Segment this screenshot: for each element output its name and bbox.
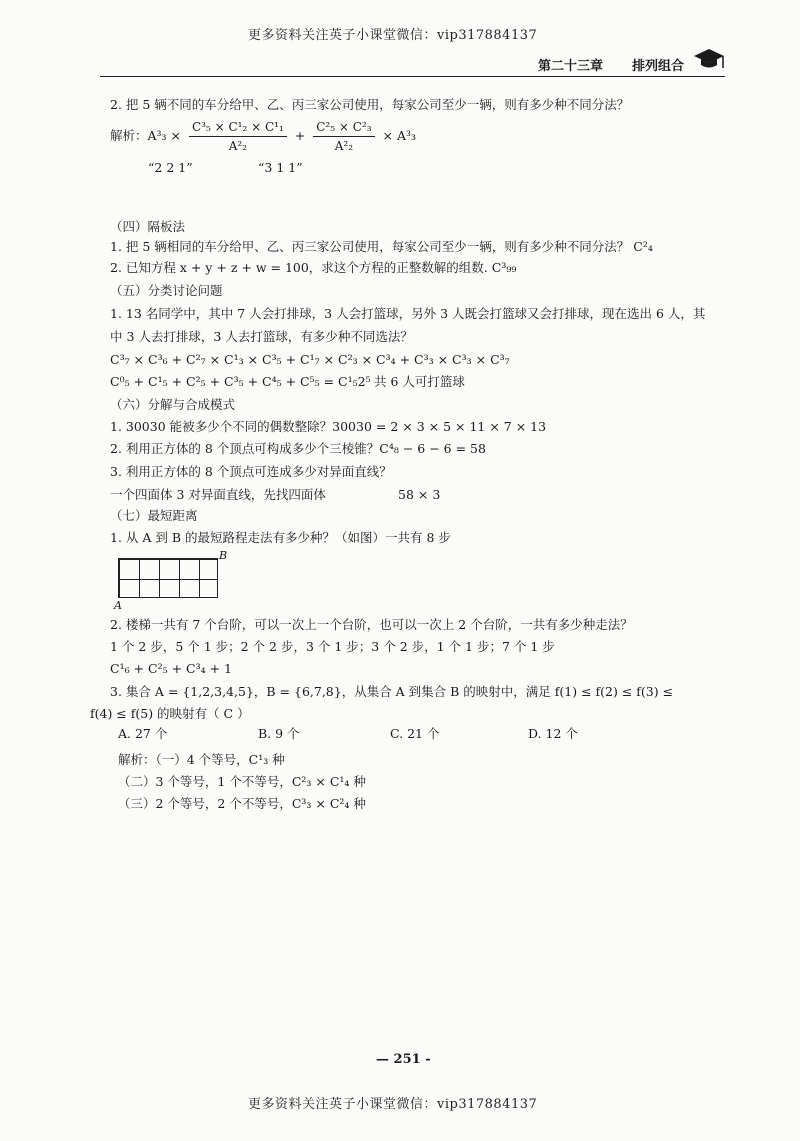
q2-note2: “3 1 1”	[258, 160, 303, 175]
q2-frac1	[189, 119, 287, 154]
q2-label: 解析：	[110, 128, 148, 143]
watermark-bottom: 更多资料关注英子小课堂微信：vip317884137	[248, 1097, 538, 1112]
s7-line2: 2. 楼梯一共有 7 个台阶，可以一次上一个台阶，也可以一次上 2 个台阶，一共有多少种走法？	[110, 617, 633, 632]
s6-line3: 3. 利用正方体的 8 个顶点可连成多少对异面直线？	[110, 464, 392, 479]
s5-line4b: 共 6 人可打篮球	[374, 374, 465, 389]
option-b: B. 9 个	[258, 726, 300, 741]
s4-line1: 1. 把 5 辆相同的车分给甲、乙、丙三家公司使用，每家公司至少一辆，则有多少种不同分法？ C²₄	[110, 239, 653, 254]
s5-line2: 中 3 人去打排球，3 人去打篮球，有多少种不同选法？	[110, 329, 413, 344]
q2-frac1-den: A²₂	[228, 139, 248, 153]
s7-heading: （七）最短距离	[110, 508, 198, 523]
s7-answer2: （二）3 个等号，1 个不等号，C²₃ × C¹₄ 种	[118, 774, 366, 789]
q2-frac2-num: C²₅ × C²₃	[313, 119, 374, 137]
s7-line6: f(4) ≤ f(5) 的映射有（ C ）	[90, 706, 250, 721]
s4-line2: 2. 已知方程 x + y + z + w = 100，求这个方程的正整数解的组数. C³₉₉	[110, 260, 517, 275]
grid-label-b: B	[219, 549, 228, 562]
s7-line1: 1. 从 A 到 B 的最短路程走法有多少种？（如图）一共有 8 步	[110, 530, 451, 545]
grid-figure	[118, 558, 218, 598]
option-a: A. 27 个	[118, 726, 168, 741]
q2-solution	[110, 119, 416, 154]
q2-question: 2. 把 5 辆不同的车分给甲、乙、丙三家公司使用，每家公司至少一辆，则有多少种不同分法？	[110, 97, 630, 112]
s5-line3: C³₇ × C³₆ + C²₇ × C¹₃ × C³₅ + C¹₇ × C²₃ × C³₄ + C³₃ × C³₃ × C³₇	[110, 352, 510, 367]
watermark-top: 更多资料关注英子小课堂微信：vip317884137	[248, 28, 538, 43]
option-d: D. 12 个	[528, 726, 578, 741]
q2-frac2	[313, 119, 374, 154]
s5-line1: 1. 13 名同学中，其中 7 人会打排球，3 人会打篮球，另外 3 人既会打篮球又会打排球，现在选出 6 人，其	[110, 306, 706, 321]
chapter-title: 排列组合	[632, 59, 685, 74]
s6-line1: 1. 30030 能被多少个不同的偶数整除？30030 = 2 × 3 × 5 × 11 × 7 × 13	[110, 419, 547, 434]
s7-answer1: 解析：（一）4 个等号，C¹₃ 种	[118, 752, 285, 767]
s7-line4: C¹₆ + C²₅ + C³₄ + 1	[110, 661, 232, 676]
s6-heading: （六）分解与合成模式	[110, 397, 236, 412]
s6-line4b: 58 × 3	[398, 487, 441, 502]
s7-line5: 3. 集合 A = {1,2,3,4,5}，B = {6,7,8}，从集合 A 到集合 B 的映射中，满足 f(1) ≤ f(2) ≤ f(3) ≤	[110, 684, 674, 699]
graduation-cap-icon	[692, 46, 726, 72]
q2-a1: A³₃ ×	[147, 128, 182, 143]
s5-line4: C⁰₅ + C¹₅ + C²₅ + C³₅ + C⁴₅ + C⁵₅ = C¹₅2⁵	[110, 374, 371, 389]
s7-line3: 1 个 2 步，5 个 1 步；2 个 2 步，3 个 1 步；3 个 2 步，1 个 1 步；7 个 1 步	[110, 639, 555, 654]
s6-line4: 一个四面体 3 对异面直线，先找四面体	[110, 487, 326, 502]
q2-plus: +	[294, 128, 306, 143]
q2-frac1-num: C³₅ × C¹₂ × C¹₁	[189, 119, 287, 137]
grid-label-a: A	[114, 599, 122, 612]
q2-note1: “2 2 1”	[148, 160, 193, 175]
q2-tail: × A³₃	[382, 128, 417, 143]
s5-heading: （五）分类讨论问题	[110, 283, 223, 298]
option-c: C. 21 个	[390, 726, 440, 741]
q2-frac2-den: A²₂	[334, 139, 354, 153]
chapter-label: 第二十三章	[538, 59, 604, 74]
header-rule	[100, 76, 725, 77]
page-number: — 251 -	[376, 1052, 431, 1067]
s7-answer3: （三）2 个等号，2 个不等号，C³₃ × C²₄ 种	[118, 796, 366, 811]
s6-line2: 2. 利用正方体的 8 个顶点可构成多少个三棱锥？C⁴₈ − 6 − 6 = 58	[110, 441, 486, 456]
s4-heading: （四）隔板法	[110, 219, 186, 234]
